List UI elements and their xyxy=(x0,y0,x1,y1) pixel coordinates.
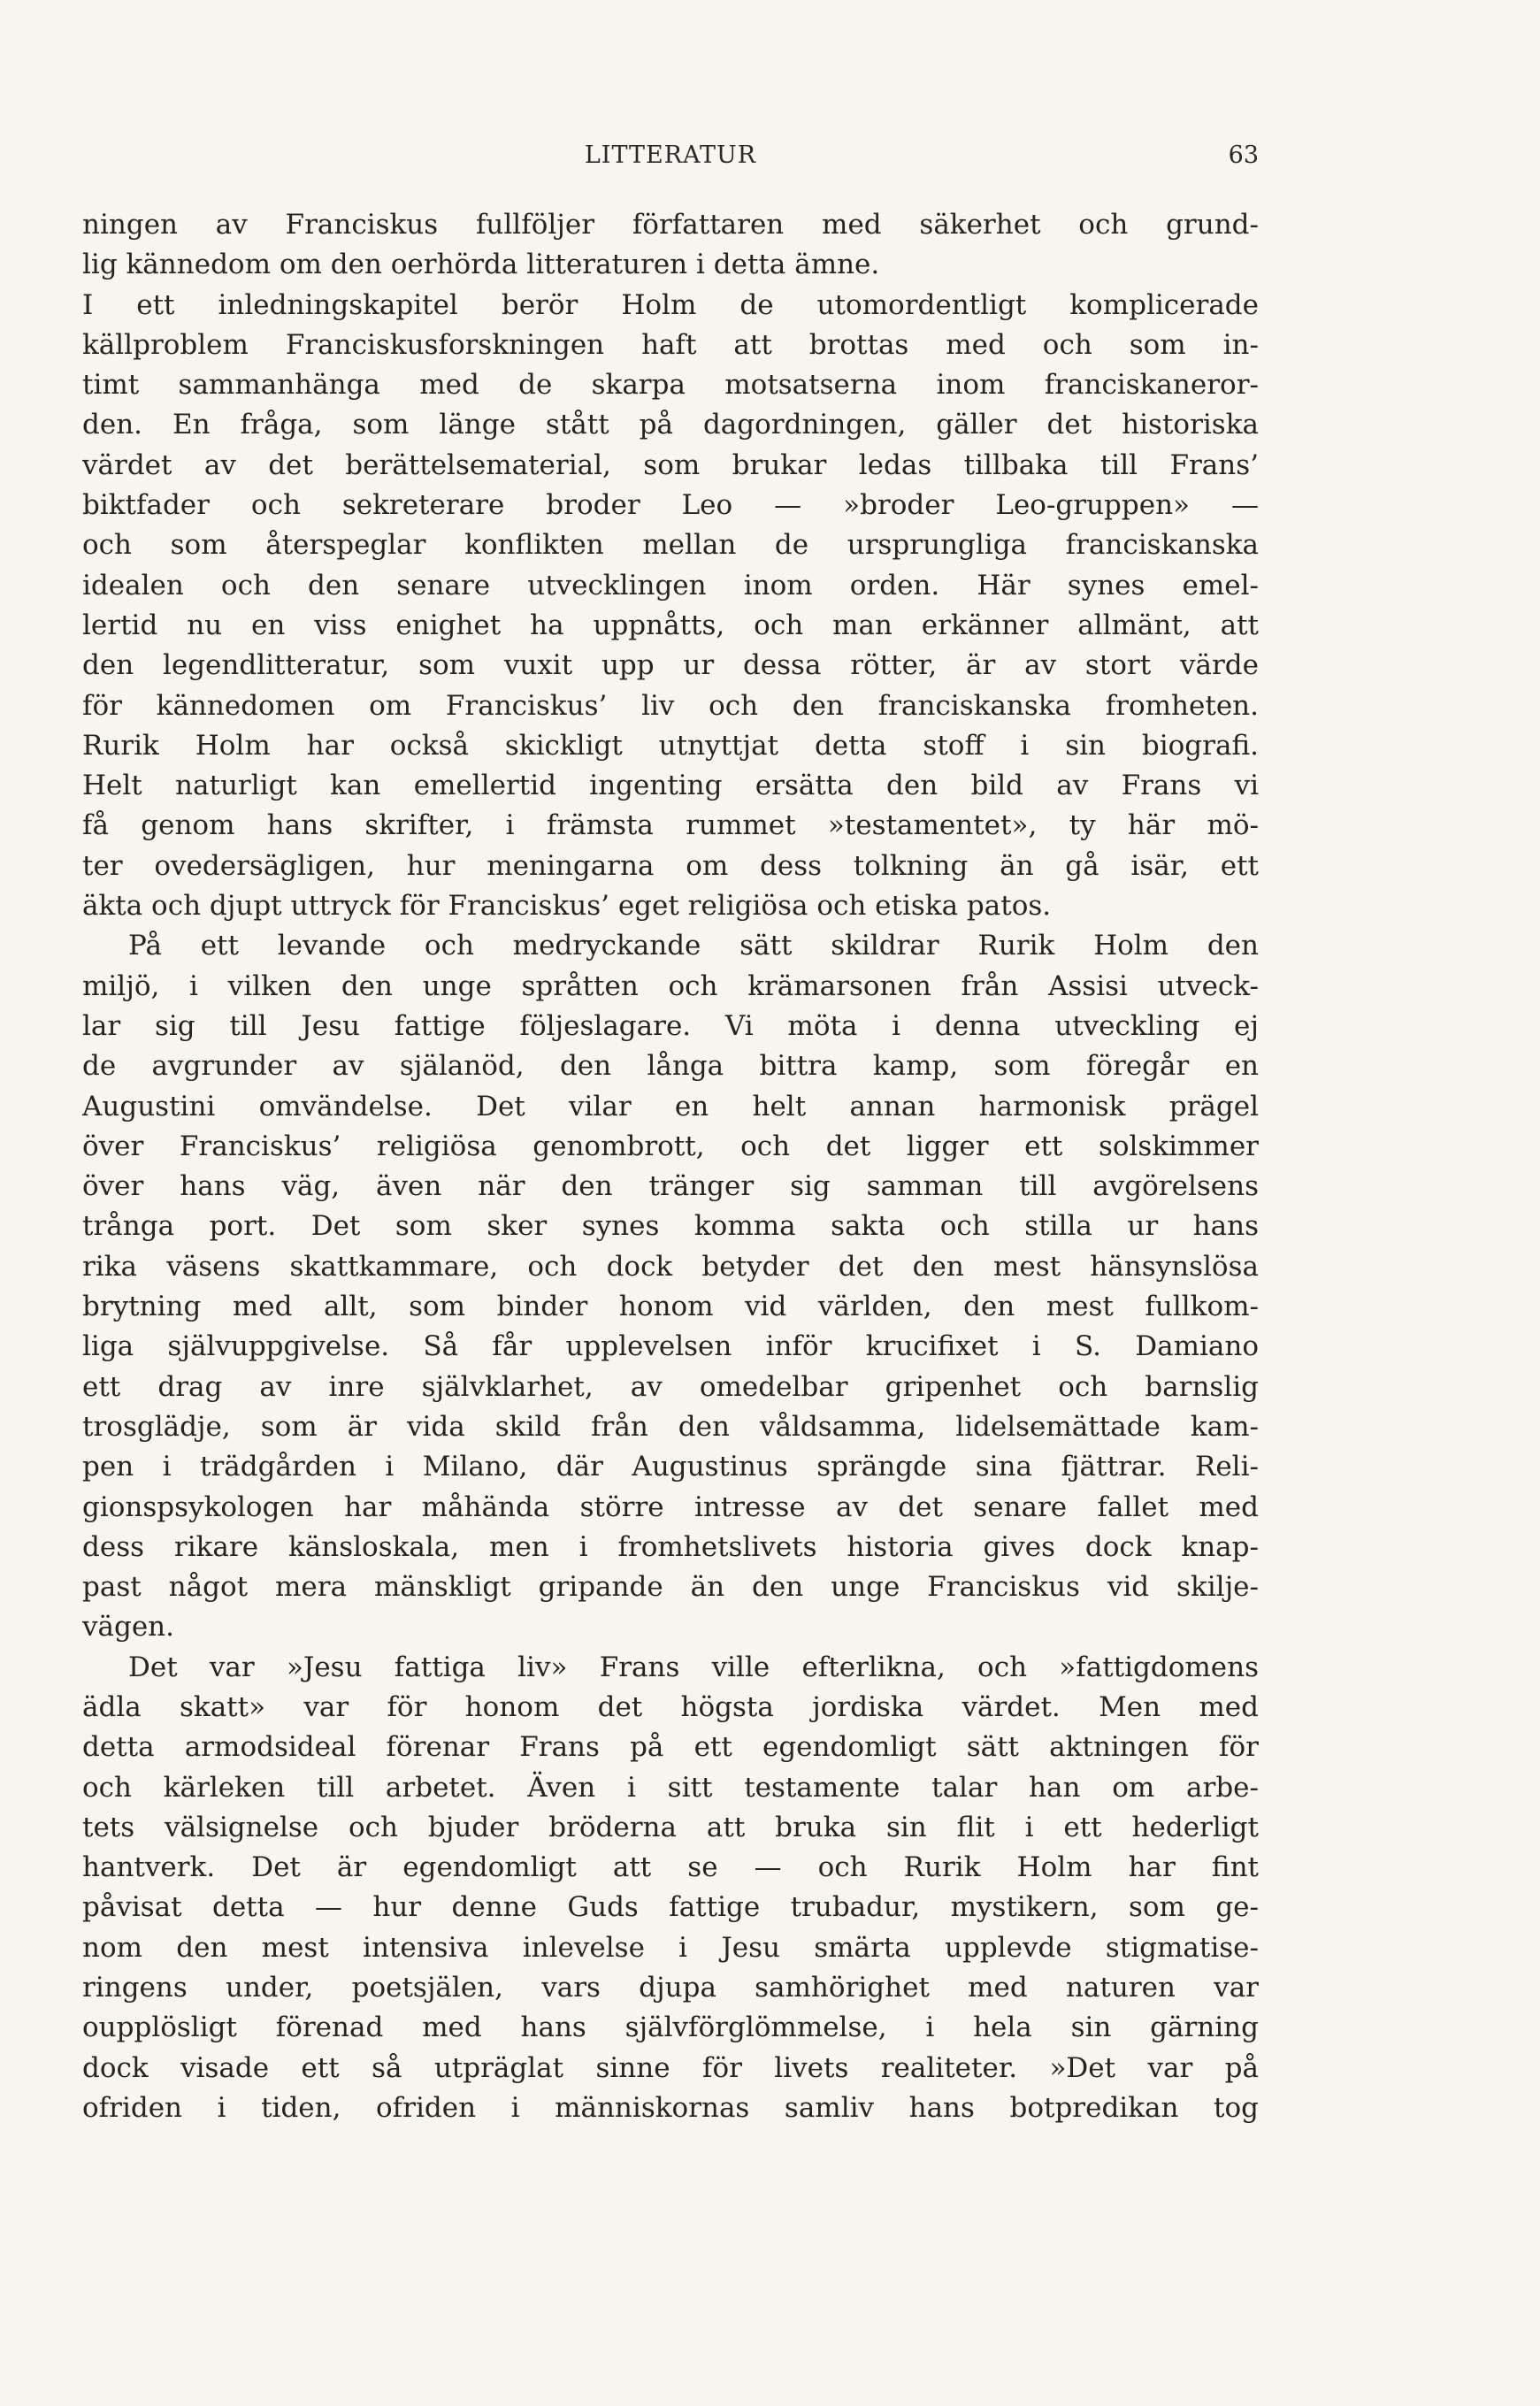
text-line: hantverk. Det är egendomligt att se — och Rurik Holm har fint xyxy=(82,1851,1259,1884)
text-line: timt sammanhänga med de skarpa motsatserna inom franciskaneror- xyxy=(82,369,1259,402)
text-line: ningen av Franciskus fullföljer författaren med säkerhet och grund- xyxy=(82,209,1259,241)
text-line: past något mera mänskligt gripande än den unge Franciskus vid skilje- xyxy=(82,1571,1259,1604)
text-line: lig kännedom om den oerhörda litteraturen i detta ämne. xyxy=(82,249,880,281)
text-line: ett drag av inre självklarhet, av omedelbar gripenhet och barnslig xyxy=(82,1370,1259,1403)
text-line: äkta och djupt uttryck för Franciskus’ eget religiösa och etiska patos. xyxy=(82,890,1052,923)
text-line: lertid nu en viss enighet ha uppnåtts, och man erkänner allmänt, att xyxy=(82,609,1259,641)
text-line: trosglädje, som är vida skild från den våldsamma, lidelsemättade kam- xyxy=(82,1410,1259,1443)
text-line: över Franciskus’ religiösa genombrott, och det ligger ett solskimmer xyxy=(82,1130,1259,1162)
text-line: ringens under, poetsjälen, vars djupa samhörighet med naturen var xyxy=(82,1972,1259,2004)
text-line: nom den mest intensiva inlevelse i Jesu smärta upplevde stigmatise- xyxy=(82,1931,1259,1964)
text-line: I ett inledningskapitel berör Holm de utomordentligt komplicerade xyxy=(82,288,1259,321)
text-line: för kännedomen om Franciskus’ liv och den franciskanska fromheten. xyxy=(82,689,1259,722)
text-line: rika väsens skattkammare, och dock betyder det den mest hänsynslösa xyxy=(82,1250,1259,1283)
text-line: På ett levande och medryckande sätt skildrar Rurik Holm den xyxy=(128,930,1259,962)
text-line: värdet av det berättelsematerial, som brukar ledas tillbaka till Frans’ xyxy=(82,448,1259,481)
text-line: liga självuppgivelse. Så får upplevelsen inför krucifixet i S. Damiano xyxy=(82,1330,1259,1363)
text-line: dess rikare känsloskala, men i fromhetslivets historia gives dock knap- xyxy=(82,1530,1259,1563)
text-line: tets välsignelse och bjuder bröderna att bruka sin flit i ett hederligt xyxy=(82,1811,1259,1843)
text-line: oupplösligt förenad med hans självförglömmelse, i hela sin gärning xyxy=(82,2011,1259,2044)
text-line: Helt naturligt kan emellertid ingenting ersätta den bild av Frans vi xyxy=(82,770,1259,802)
text-line: de avgrunder av själanöd, den långa bittra kamp, som föregår en xyxy=(82,1050,1259,1083)
text-line: pen i trädgården i Milano, där Augustinus sprängde sina fjättrar. Reli- xyxy=(82,1451,1259,1483)
text-line: ter ovedersägligen, hur meningarna om dess tolkning än gå isär, ett xyxy=(82,849,1259,882)
page-number: 63 xyxy=(1228,142,1259,169)
text-line: den. En fråga, som länge stått på dagordningen, gäller det historiska xyxy=(82,409,1259,441)
text-line: dock visade ett så utpräglat sinne för livets realiteter. »Det var på xyxy=(82,2051,1259,2084)
text-line: brytning med allt, som binder honom vid världen, den mest fullkom- xyxy=(82,1291,1259,1323)
body-text xyxy=(82,205,1259,2128)
text-line: detta armodsideal förenar Frans på ett egendomligt sätt aktningen för xyxy=(82,1731,1259,1764)
running-title: LITTERATUR xyxy=(584,142,757,169)
text-line: påvisat detta — hur denne Guds fattige trubadur, mystikern, som ge- xyxy=(82,1891,1259,1924)
text-line: idealen och den senare utvecklingen inom orden. Här synes emel- xyxy=(82,569,1259,602)
text-line: källproblem Franciskusforskningen haft att brottas med och som in- xyxy=(82,328,1259,361)
text-line: den legendlitteratur, som vuxit upp ur dessa rötter, är av stort värde xyxy=(82,649,1259,682)
text-line: Augustini omvändelse. Det vilar en helt annan harmonisk prägel xyxy=(82,1090,1259,1123)
text-line: miljö, i vilken den unge språtten och krämarsonen från Assisi utveck- xyxy=(82,969,1259,1002)
text-line: och kärleken till arbetet. Även i sitt testamente talar han om arbe- xyxy=(82,1771,1259,1804)
text-line: lar sig till Jesu fattige följeslagare. Vi möta i denna utveckling ej xyxy=(82,1009,1259,1042)
text-line: få genom hans skrifter, i främsta rummet »testamentet», ty här mö- xyxy=(82,809,1259,842)
text-line: gionspsykologen har måhända större intresse av det senare fallet med xyxy=(82,1490,1259,1523)
running-head xyxy=(82,142,1259,177)
text-line: över hans väg, även när den tränger sig samman till avgörelsens xyxy=(82,1170,1259,1203)
text-line: ofriden i tiden, ofriden i människornas samliv hans botpredikan tog xyxy=(82,2091,1259,2124)
text-line: vägen. xyxy=(82,1611,175,1644)
text-line: Rurik Holm har också skickligt utnyttjat detta stoff i sin biografi. xyxy=(82,729,1259,762)
text-line: ädla skatt» var för honom det högsta jordiska värdet. Men med xyxy=(82,1690,1259,1723)
text-line: och som återspeglar konflikten mellan de ursprungliga franciskanska xyxy=(82,529,1259,562)
text-line: biktfader och sekreterare broder Leo — »broder Leo-gruppen» — xyxy=(82,489,1259,522)
text-line: Det var »Jesu fattiga liv» Frans ville efterlikna, och »fattigdomens xyxy=(128,1651,1259,1683)
text-line: trånga port. Det som sker synes komma sakta och stilla ur hans xyxy=(82,1210,1259,1243)
